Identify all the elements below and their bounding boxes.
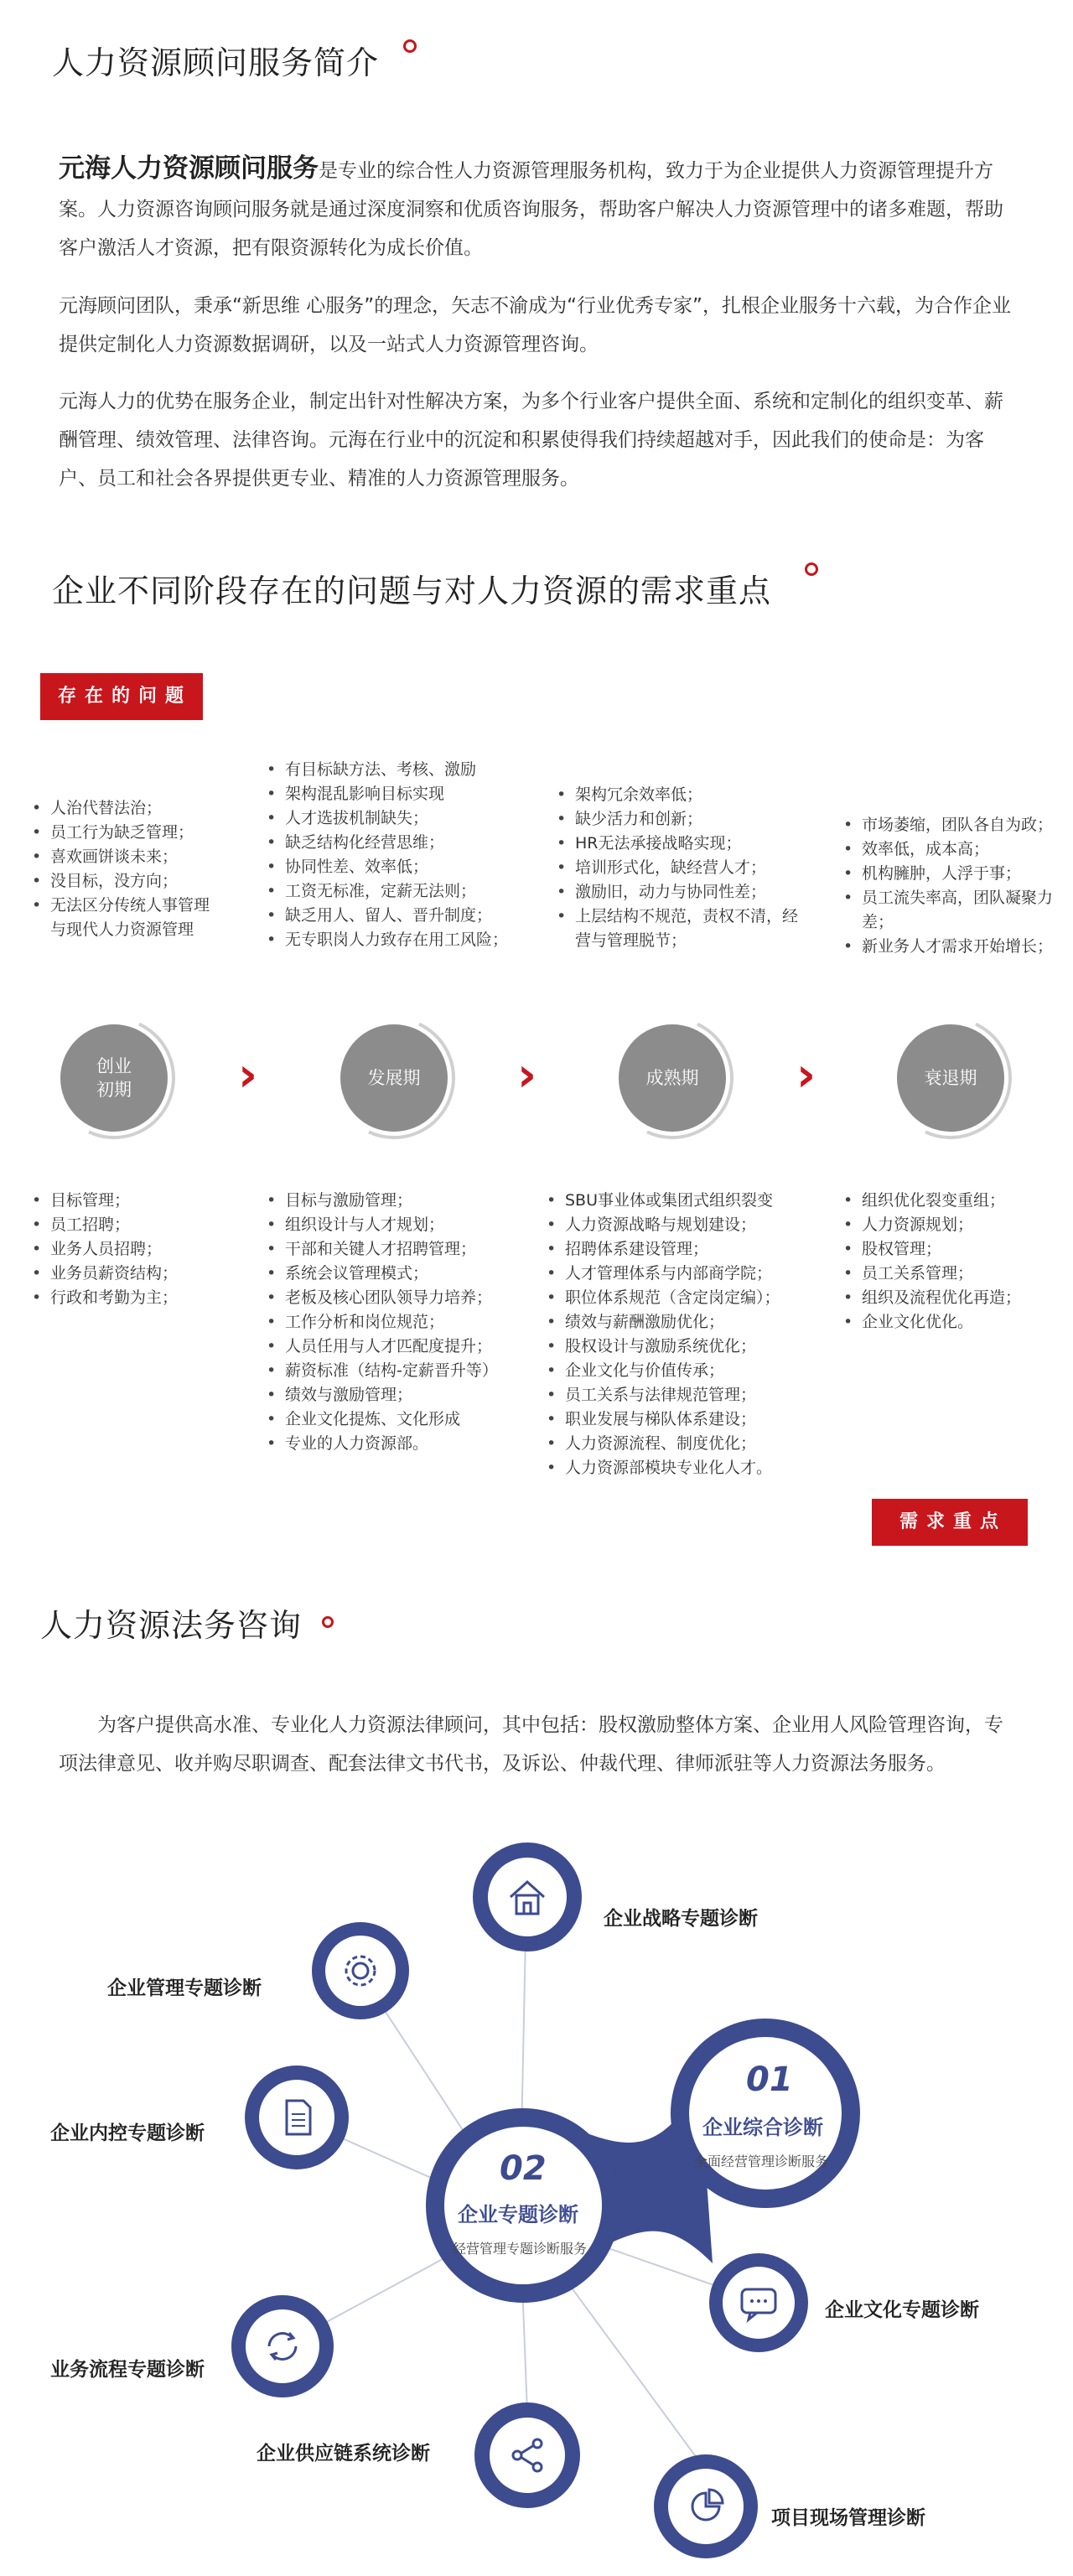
list-item: • 员工关系与法律规范管理； [547, 1383, 823, 1407]
list-item: • 职位体系规范（含定岗定编）； [547, 1286, 823, 1310]
list-item: • 干部和关键人才招聘管理； [267, 1237, 543, 1262]
list-item: • 业务员薪资结构； [32, 1262, 250, 1286]
list-item: • 人力资源部模块专业化人才。 [547, 1456, 823, 1480]
legal-paragraph: 为客户提供高水准、专业化人力资源法律顾问，其中包括：股权激励整体方案、企业用人风险管理咨询，专项法律意见、收并购尽职调查、配套法律文书代书，及诉讼、仲裁代理、律师派驻等人力资源法务服务。 [59, 1714, 1003, 1775]
node-label: 企业内控专题诊断 [50, 2122, 205, 2144]
node-label: 业务流程专题诊断 [50, 2359, 205, 2381]
list-item: • 有目标缺方法、考核、激励 [267, 758, 535, 782]
chevron-right-icon: › [238, 1048, 258, 1102]
list-item: • 新业务人才需求开始增长； [843, 935, 1063, 959]
list-item: • 企业文化与价值传承； [547, 1359, 823, 1383]
management-node [312, 1922, 409, 2019]
list-item: • 无法区分传统人事管理与现代人力资源管理 [32, 894, 225, 942]
list-item: • 无专职岗人力致存在用工风险； [267, 928, 535, 952]
stage-label: 成熟期 [619, 1024, 726, 1132]
list-item: • 工作分析和岗位规范； [267, 1310, 543, 1335]
list-item: • 专业的人力资源部。 [267, 1432, 543, 1456]
site-management-node [654, 2454, 758, 2558]
list-item: • 人才选拔机制缺失； [267, 806, 535, 831]
list-item: • 工资无标准，定薪无法则； [267, 879, 535, 904]
node-label: 企业供应链系统诊断 [257, 2443, 430, 2465]
share-icon [504, 2432, 551, 2479]
list-item: • 缺乏用人、留人、晋升制度； [267, 904, 535, 928]
chevron-right-icon: › [517, 1048, 537, 1102]
hub1-number: 01 [746, 2060, 793, 2099]
node-label: 企业战略专题诊断 [604, 1908, 758, 1930]
hub2-subtitle: 经营管理专题诊断服务 [453, 2241, 588, 2257]
stage-label: 创业 初期 [60, 1024, 168, 1132]
pie-chart-icon [682, 2483, 729, 2530]
list-item: • 绩效与激励管理； [267, 1383, 543, 1407]
list-item: • 组织优化裂变重组； [843, 1189, 1063, 1213]
document-icon [273, 2094, 320, 2141]
list-item: • 人力资源规划； [843, 1213, 1063, 1237]
list-item: • 机构臃肿，人浮于事； [843, 862, 1063, 886]
list-item: • 组织设计与人才规划； [267, 1213, 543, 1237]
stage-label: 发展期 [340, 1024, 448, 1132]
supply-chain-node [474, 2402, 580, 2508]
list-item: • 薪资标准（结构-定薪晋升等） [267, 1359, 543, 1383]
list-item: • 效率低，成本高； [843, 837, 1063, 862]
section3-title: 人力资源法务咨询 [40, 1607, 303, 1644]
strategy-node [473, 1843, 582, 1951]
list-item: • 缺少活力和创新； [557, 807, 808, 832]
list-item: • 企业文化优化。 [843, 1310, 1063, 1335]
gear-icon [337, 1947, 384, 1994]
list-item: • 组织及流程优化再造； [843, 1286, 1063, 1310]
internal-control-node [245, 2065, 349, 2169]
list-item: • SBU事业体或集团式组织裂变 [547, 1189, 823, 1213]
list-item: • 企业文化提炼、文化形成 [267, 1407, 543, 1432]
list-item: • 架构冗余效率低； [557, 783, 808, 807]
stage-label: 衰退期 [897, 1024, 1004, 1132]
list-item: • 缺乏结构化经营思维； [267, 831, 535, 855]
section2-title: 企业不同阶段存在的问题与对人力资源的需求重点 [52, 573, 772, 609]
node-label: 项目现场管理诊断 [771, 2507, 925, 2529]
list-item: • 行政和考勤为主； [32, 1286, 250, 1310]
list-item: • 人力资源流程、制度优化； [547, 1432, 823, 1456]
list-item: • 喜欢画饼谈未来； [32, 845, 225, 869]
list-item: • 股权管理； [843, 1237, 1063, 1262]
node-label: 企业管理专题诊断 [107, 1977, 262, 1999]
list-item: • 员工招聘； [32, 1213, 250, 1237]
list-item: • 员工关系管理； [843, 1262, 1063, 1286]
list-item: • 人才管理体系与内部商学院； [547, 1262, 823, 1286]
section1-title: 人力资源顾问服务简介 [52, 44, 380, 81]
list-item: • 激励旧，动力与协同性差； [557, 880, 808, 904]
culture-node [709, 2253, 808, 2352]
list-item: • 人力资源战略与规划建设； [547, 1213, 823, 1237]
hub2-number: 02 [500, 2149, 547, 2188]
list-item: • 上层结构不规范，责权不清，经营与管理脱节； [557, 904, 808, 953]
cycle-icon [259, 2323, 306, 2370]
list-item: • 没目标，没方向； [32, 869, 225, 894]
intro-paragraph-3: 元海人力的优势在服务企业，制定出针对性解决方案，为多个行业客户提供全面、系统和定制化的组织变革、薪酬管理、绩效管理、法律咨询。元海在行业中的沉淀和积累使得我们持续超越对手，因此我们的使命是：为客户、员工和社会各界提供更专业、精准的人力资源管理服务。 [59, 391, 1003, 490]
list-item: • 系统会议管理模式； [267, 1262, 543, 1286]
company-service-name: 元海人力资源顾问服务 [59, 153, 319, 184]
node-label: 企业文化专题诊断 [825, 2299, 979, 2321]
list-item: • 市场萎缩，团队各自为政； [843, 813, 1063, 837]
list-item: • 绩效与薪酬激励优化； [547, 1310, 823, 1335]
chevron-right-icon: › [796, 1048, 816, 1102]
hub1-title: 企业综合诊断 [702, 2116, 823, 2139]
list-item: • 职业发展与梯队体系建设； [547, 1407, 823, 1432]
list-item: • 员工行为缺乏管理； [32, 821, 225, 845]
list-item: • 招聘体系建设管理； [547, 1237, 823, 1262]
list-item: • 目标管理； [32, 1189, 250, 1213]
list-item: • 培训形式化，缺经营人才； [557, 856, 808, 880]
intro-paragraph-2: 元海顾问团队，秉承“新思维 心服务”的理念，矢志不渝成为“行业优秀专家”，扎根企业服务十六载，为合作企业提供定制化人力资源数据调研，以及一站式人力资源管理咨询。 [59, 295, 1011, 355]
list-item: • HR无法承接战略实现； [557, 832, 808, 856]
problems-tag: 存在的问题 [40, 673, 203, 720]
list-item: • 协同性差、效率低； [267, 855, 535, 879]
intro-paragraph-1-text: 是专业的综合性人力资源管理服务机构，致力于为企业提供人力资源管理提升方案。人力资源咨询顾问服务就是通过深度洞察和优质咨询服务，帮助客户解决人力资源管理中的诸多难题，帮助客户激活人才资源，把有限资源转化为成长价值。 [59, 160, 1003, 259]
needs-tag: 需求重点 [872, 1499, 1028, 1546]
list-item: • 人员任用与人才匹配度提升； [267, 1335, 543, 1359]
list-item: • 人治代替法治； [32, 796, 225, 821]
chat-icon [735, 2279, 782, 2326]
list-item: • 目标与激励管理； [267, 1189, 543, 1213]
list-item: • 架构混乱影响目标实现 [267, 782, 535, 806]
list-item: • 老板及核心团队领导力培养； [267, 1286, 543, 1310]
list-item: • 业务人员招聘； [32, 1237, 250, 1262]
house-icon [504, 1874, 551, 1920]
process-node [231, 2295, 334, 2397]
list-item: • 员工流失率高，团队凝聚力差； [843, 886, 1063, 935]
hub1-subtitle: 全面经营管理诊断服务 [694, 2154, 829, 2169]
hub2-title: 企业专题诊断 [458, 2203, 578, 2226]
list-item: • 股权设计与激励系统优化； [547, 1335, 823, 1359]
